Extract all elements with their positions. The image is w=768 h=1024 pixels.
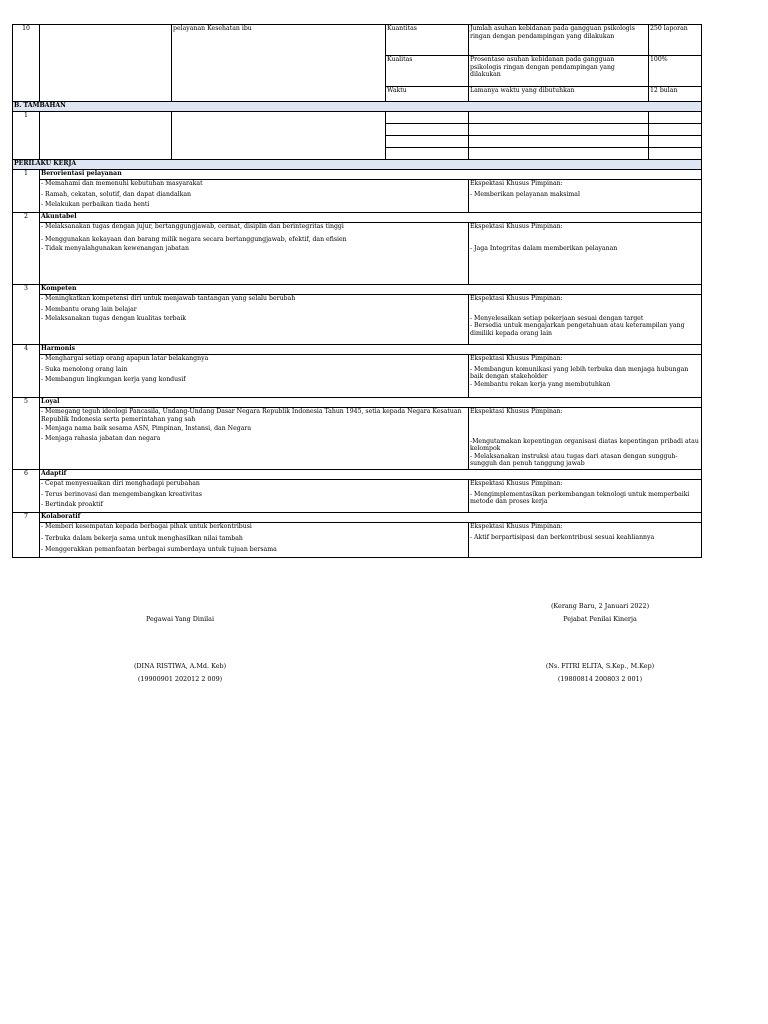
row-number: 10 [13,25,40,102]
row-number: 1 [13,112,40,160]
aspect-cell: Kualitas [386,56,469,87]
row-number: 5 [13,398,40,470]
row-number: 4 [13,345,40,398]
leader-expectation: Ekspektasi Khusus Pimpinan: - Memberikan pelayanan maksimal [469,180,702,213]
behavior-name: Harmonis [40,345,702,355]
evaluator-title: Pejabat Penilai Kinerja [563,615,637,623]
behavior-header-row [13,470,702,480]
leader-expectation: Ekspektasi Khusus Pimpinan: - Aktif berpartisipasi dan berkontribusi sesuai keahliannya [469,523,702,558]
behavior-name: Berorientasi pelayanan [40,170,702,180]
evaluator-nip: (19800814 200803 2 001) [557,675,643,683]
behavior-points: - Cepat menyesuaikan diri menghadapi perubahan - Terus berinovasi dan mengembangkan kreativitas - Bertindak proaktif [40,480,469,513]
behavior-detail-row [13,355,702,398]
leader-expectation: Ekspektasi Khusus Pimpinan: - Jaga Integritas dalam memberikan pelayanan [469,223,702,285]
leader-expectation: Ekspektasi Khusus Pimpinan: - Mengimplementasikan perkembangan teknologi untuk memperbaiki metode dan proses kerja [469,480,702,513]
row-number: 1 [13,170,40,213]
aspect-cell: Kuantitas [386,25,469,56]
section-title: PERILAKU KERJA [13,160,702,170]
behavior-name: Adaptif [40,470,702,480]
behavior-name: Loyal [40,398,702,408]
behavior-points: - Memahami dan memenuhi kebutuhan masyarakat - Ramah, cekatan, solutif, dan dapat diandalkan - Melakukan perbaikan tiada henti [40,180,469,213]
leader-expectation: Ekspektasi Khusus Pimpinan: -Mengutamakan kepentingan organisasi diatas kepentingan pribadi atau kelompok - Melaksanakan instruksi atau tugas dari atasan dengan sungguh-sungguh dan penuh tanggung jawab [469,408,702,470]
evaluated-employee-nip: (19900901 202012 2 009) [137,675,223,683]
behavior-detail-row [13,480,702,513]
behavior-header-row [13,345,702,355]
indicator-cell: Jumlah asuhan kebidanan pada gangguan psikologis ringan dengan pendampingan yang dilakukan [469,25,649,56]
target-cell: 250 laporan [649,25,702,56]
section-header [13,160,702,170]
behavior-points: - Memegang teguh ideologi Pancasila, Undang-Undang Dasar Negara Republik Indonesia Tahun 1945, setia kepada Negara Kesatuan Republik Indonesia serta pemerintahan yang sah - Menjaga nama baik sesama ASN, Pimpinan, Instansi, dan Negara - Menjaga rahasia jabatan dan negara [40,408,469,470]
indicator-cell: Lamanya waktu yang dibutuhkan [469,87,649,102]
behavior-header-row [13,213,702,223]
leader-expectation: Ekspektasi Khusus Pimpinan: - Menyelesaikan setiap pekerjaan sesuai dengan target - Bersedia untuk mengajarkan pengetahuan atau keterampilan yang dimiliki kepada orang lain [469,295,702,345]
behavior-points: - Melaksanakan tugas dengan jujur, bertanggungjawab, cermat, disiplin dan berintegritas tinggi - Menggunakan kekayaan dan barang milik negara secara bertanggungjawab, efektif, dan efisien - Tidak menyalahgunakan kewenangan jabatan [40,223,469,285]
behavior-name: Akuntabel [40,213,702,223]
table-row [13,25,702,56]
skp-table [12,24,702,558]
behavior-points: - Menghargai setiap orang apapun latar belakangnya - Suka menolong orang lain - Membangun lingkungan kerja yang kondusif [40,355,469,398]
behavior-detail-row [13,295,702,345]
behavior-points: - Meningkatkan kompetensi diri untuk menjawab tantangan yang selalu berubah - Membantu orang lain belajar - Melaksanakan tugas dengan kualitas terbaik [40,295,469,345]
table-row [13,112,702,124]
behavior-header-row [13,513,702,523]
section-header [13,102,702,112]
behavior-name: Kolaboratif [40,513,702,523]
service-name: pelayanan Kesehatan ibu [172,25,386,102]
aspect-cell: Waktu [386,87,469,102]
row-number: 3 [13,285,40,345]
behavior-header-row [13,398,702,408]
behavior-points: - Memberi kesempatan kepada berbagai pihak untuk berkontribusi - Terbuka dalam bekerja sama untuk menghasilkan nilai tambah - Menggerakkan pemanfaatan berbagai sumberdaya untuk tujuan bersama [40,523,469,558]
behavior-header-row [13,285,702,295]
section-title: B. TAMBAHAN [13,102,702,112]
behavior-header-row [13,170,702,180]
skp-form-page [12,24,701,558]
behavior-detail-row [13,223,702,285]
row-number: 7 [13,513,40,558]
behavior-detail-row [13,180,702,213]
behavior-detail-row [13,523,702,558]
indicator-cell: Prosentase asuhan kebidanan pada gangguan psikologis ringan dengan pendampingan yang dilakukan [469,56,649,87]
evaluated-employee-title: Pegawai Yang Dinilai [145,615,215,623]
target-cell: 12 bulan [649,87,702,102]
behavior-detail-row [13,408,702,470]
leader-expectation: Ekspektasi Khusus Pimpinan: - Membangun komunikasi yang lebih terbuka dan menjaga hubungan baik dengan stakeholder - Membantu rekan kerja yang membutuhkan [469,355,702,398]
behavior-name: Kompeten [40,285,702,295]
row-number: 6 [13,470,40,513]
target-cell: 100% [649,56,702,87]
evaluator-name: (Ns. FITRI ELITA, S.Kep., M.Kep) [545,662,655,670]
empty-cell [40,25,172,102]
place-date: (Kerang Baru, 2 Januari 2022) [550,602,650,610]
row-number: 2 [13,213,40,285]
evaluated-employee-name: (DINA RISTIWA, A.Md. Keb) [133,662,227,670]
